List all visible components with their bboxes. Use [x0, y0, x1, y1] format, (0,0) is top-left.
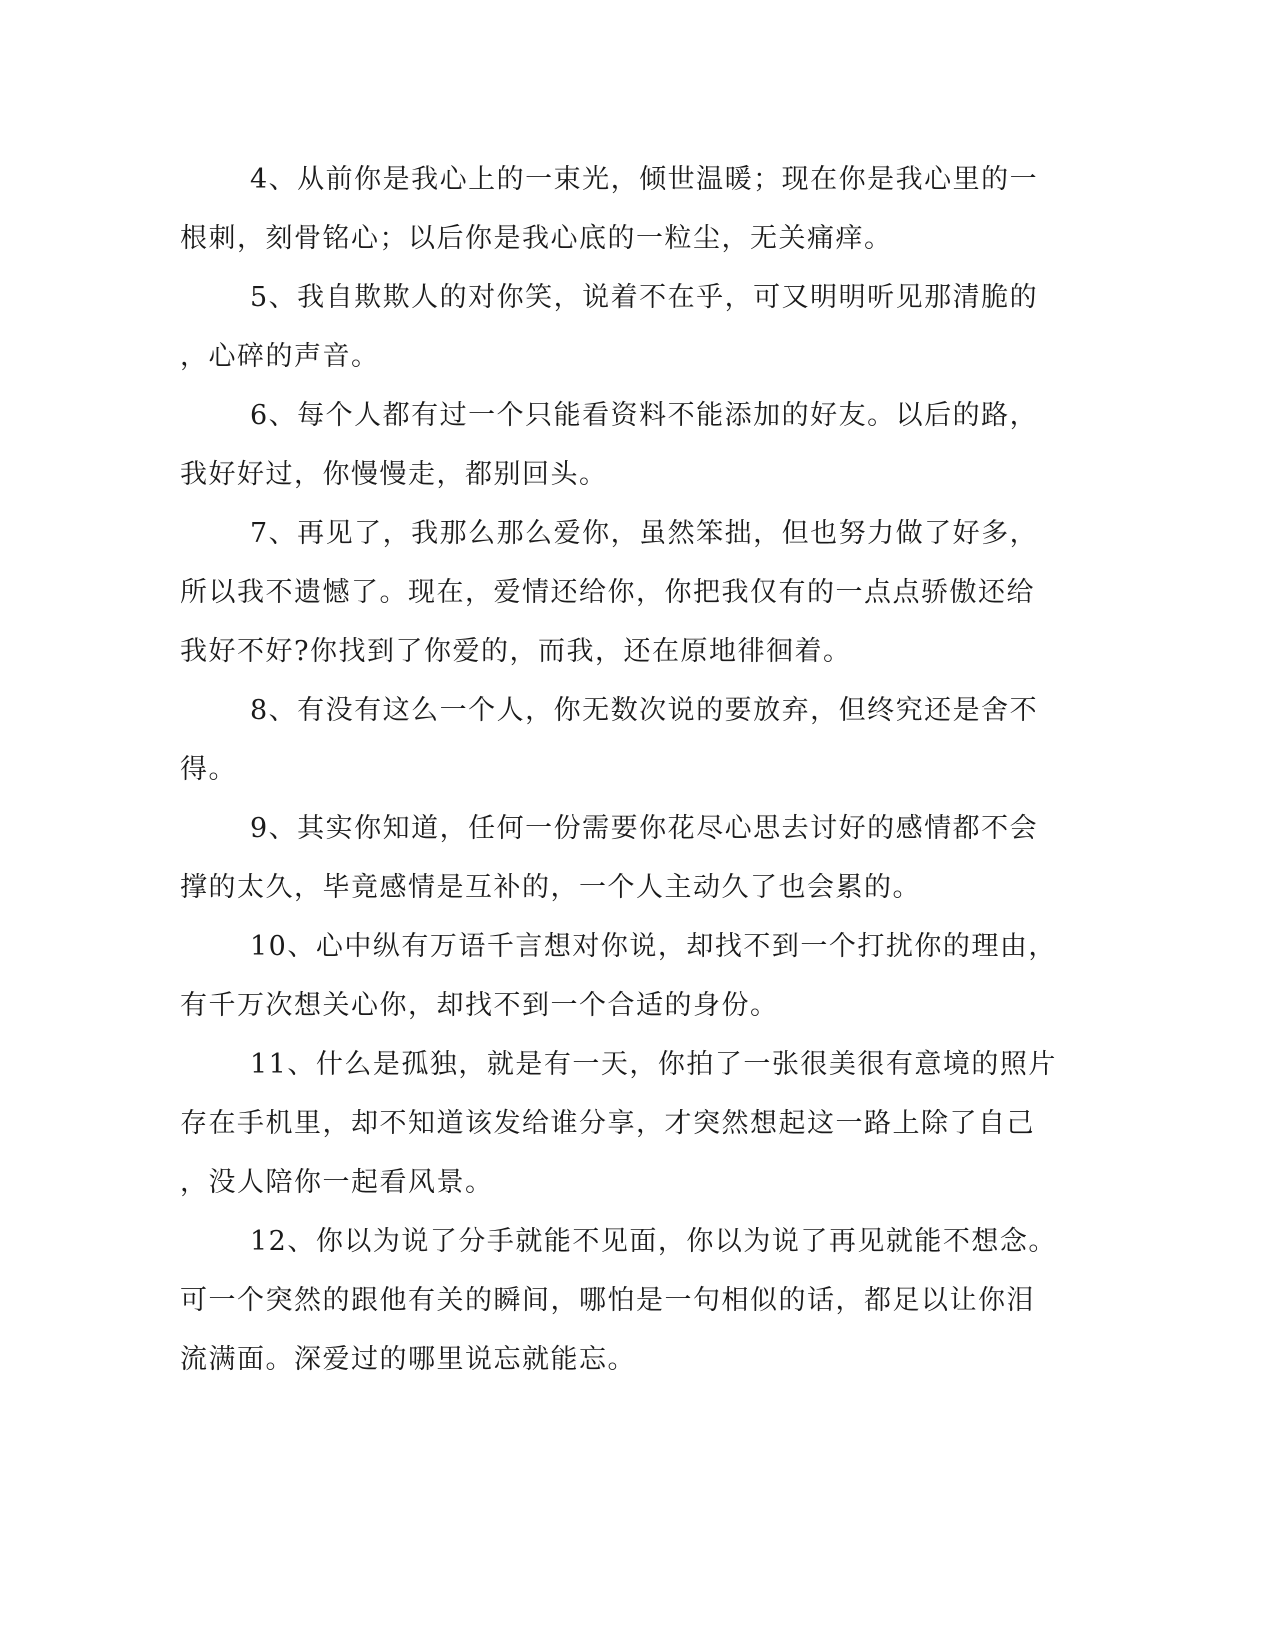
paragraph-5-line-1: 5、我自欺欺人的对你笑，说着不在乎，可又明明听见那清脆的 — [250, 282, 1039, 313]
paragraph-8-line-1: 8、有没有这么一个人，你无数次说的要放弃，但终究还是舍不 — [250, 695, 1039, 726]
paragraph-6-line-2: 我好好过，你慢慢走，都别回头。 — [180, 459, 608, 490]
paragraph-7-line-1: 7、再见了，我那么那么爱你，虽然笨拙，但也努力做了好多， — [250, 518, 1039, 549]
paragraph-4-line-1: 4、从前你是我心上的一束光，倾世温暖；现在你是我心里的一 — [250, 164, 1039, 195]
paragraph-7-line-3: 我好不好?你找到了你爱的，而我，还在原地徘徊着。 — [180, 636, 852, 667]
paragraph-11-line-2: 存在手机里，却不知道该发给谁分享，才突然想起这一路上除了自己 — [180, 1108, 1035, 1139]
paragraph-11-line-1: 11、什么是孤独，就是有一天，你拍了一张很美很有意境的照片 — [250, 1049, 1057, 1080]
paragraph-9-line-1: 9、其实你知道，任何一份需要你花尽心思去讨好的感情都不会 — [250, 813, 1039, 844]
paragraph-12-line-3: 流满面。深爱过的哪里说忘就能忘。 — [180, 1344, 636, 1375]
paragraph-10-line-2: 有千万次想关心你，却找不到一个合适的身份。 — [180, 990, 779, 1021]
paragraph-4-line-2: 根刺，刻骨铭心；以后你是我心底的一粒尘，无关痛痒。 — [180, 223, 893, 254]
paragraph-9-line-2: 撑的太久，毕竟感情是互补的，一个人主动久了也会累的。 — [180, 872, 921, 903]
paragraph-8-line-2: 得。 — [180, 754, 237, 785]
paragraph-5-line-2: ，心碎的声音。 — [180, 341, 380, 372]
paragraph-12-line-1: 12、你以为说了分手就能不见面，你以为说了再见就能不想念。 — [250, 1226, 1057, 1257]
paragraph-11-line-3: ，没人陪你一起看风景。 — [180, 1167, 494, 1198]
paragraph-10-line-1: 10、心中纵有万语千言想对你说，却找不到一个打扰你的理由， — [250, 931, 1057, 962]
paragraph-6-line-1: 6、每个人都有过一个只能看资料不能添加的好友。以后的路， — [250, 400, 1039, 431]
paragraph-12-line-2: 可一个突然的跟他有关的瞬间，哪怕是一句相似的话，都足以让你泪 — [180, 1285, 1035, 1316]
paragraph-7-line-2: 所以我不遗憾了。现在，爱情还给你，你把我仅有的一点点骄傲还给 — [180, 577, 1035, 608]
